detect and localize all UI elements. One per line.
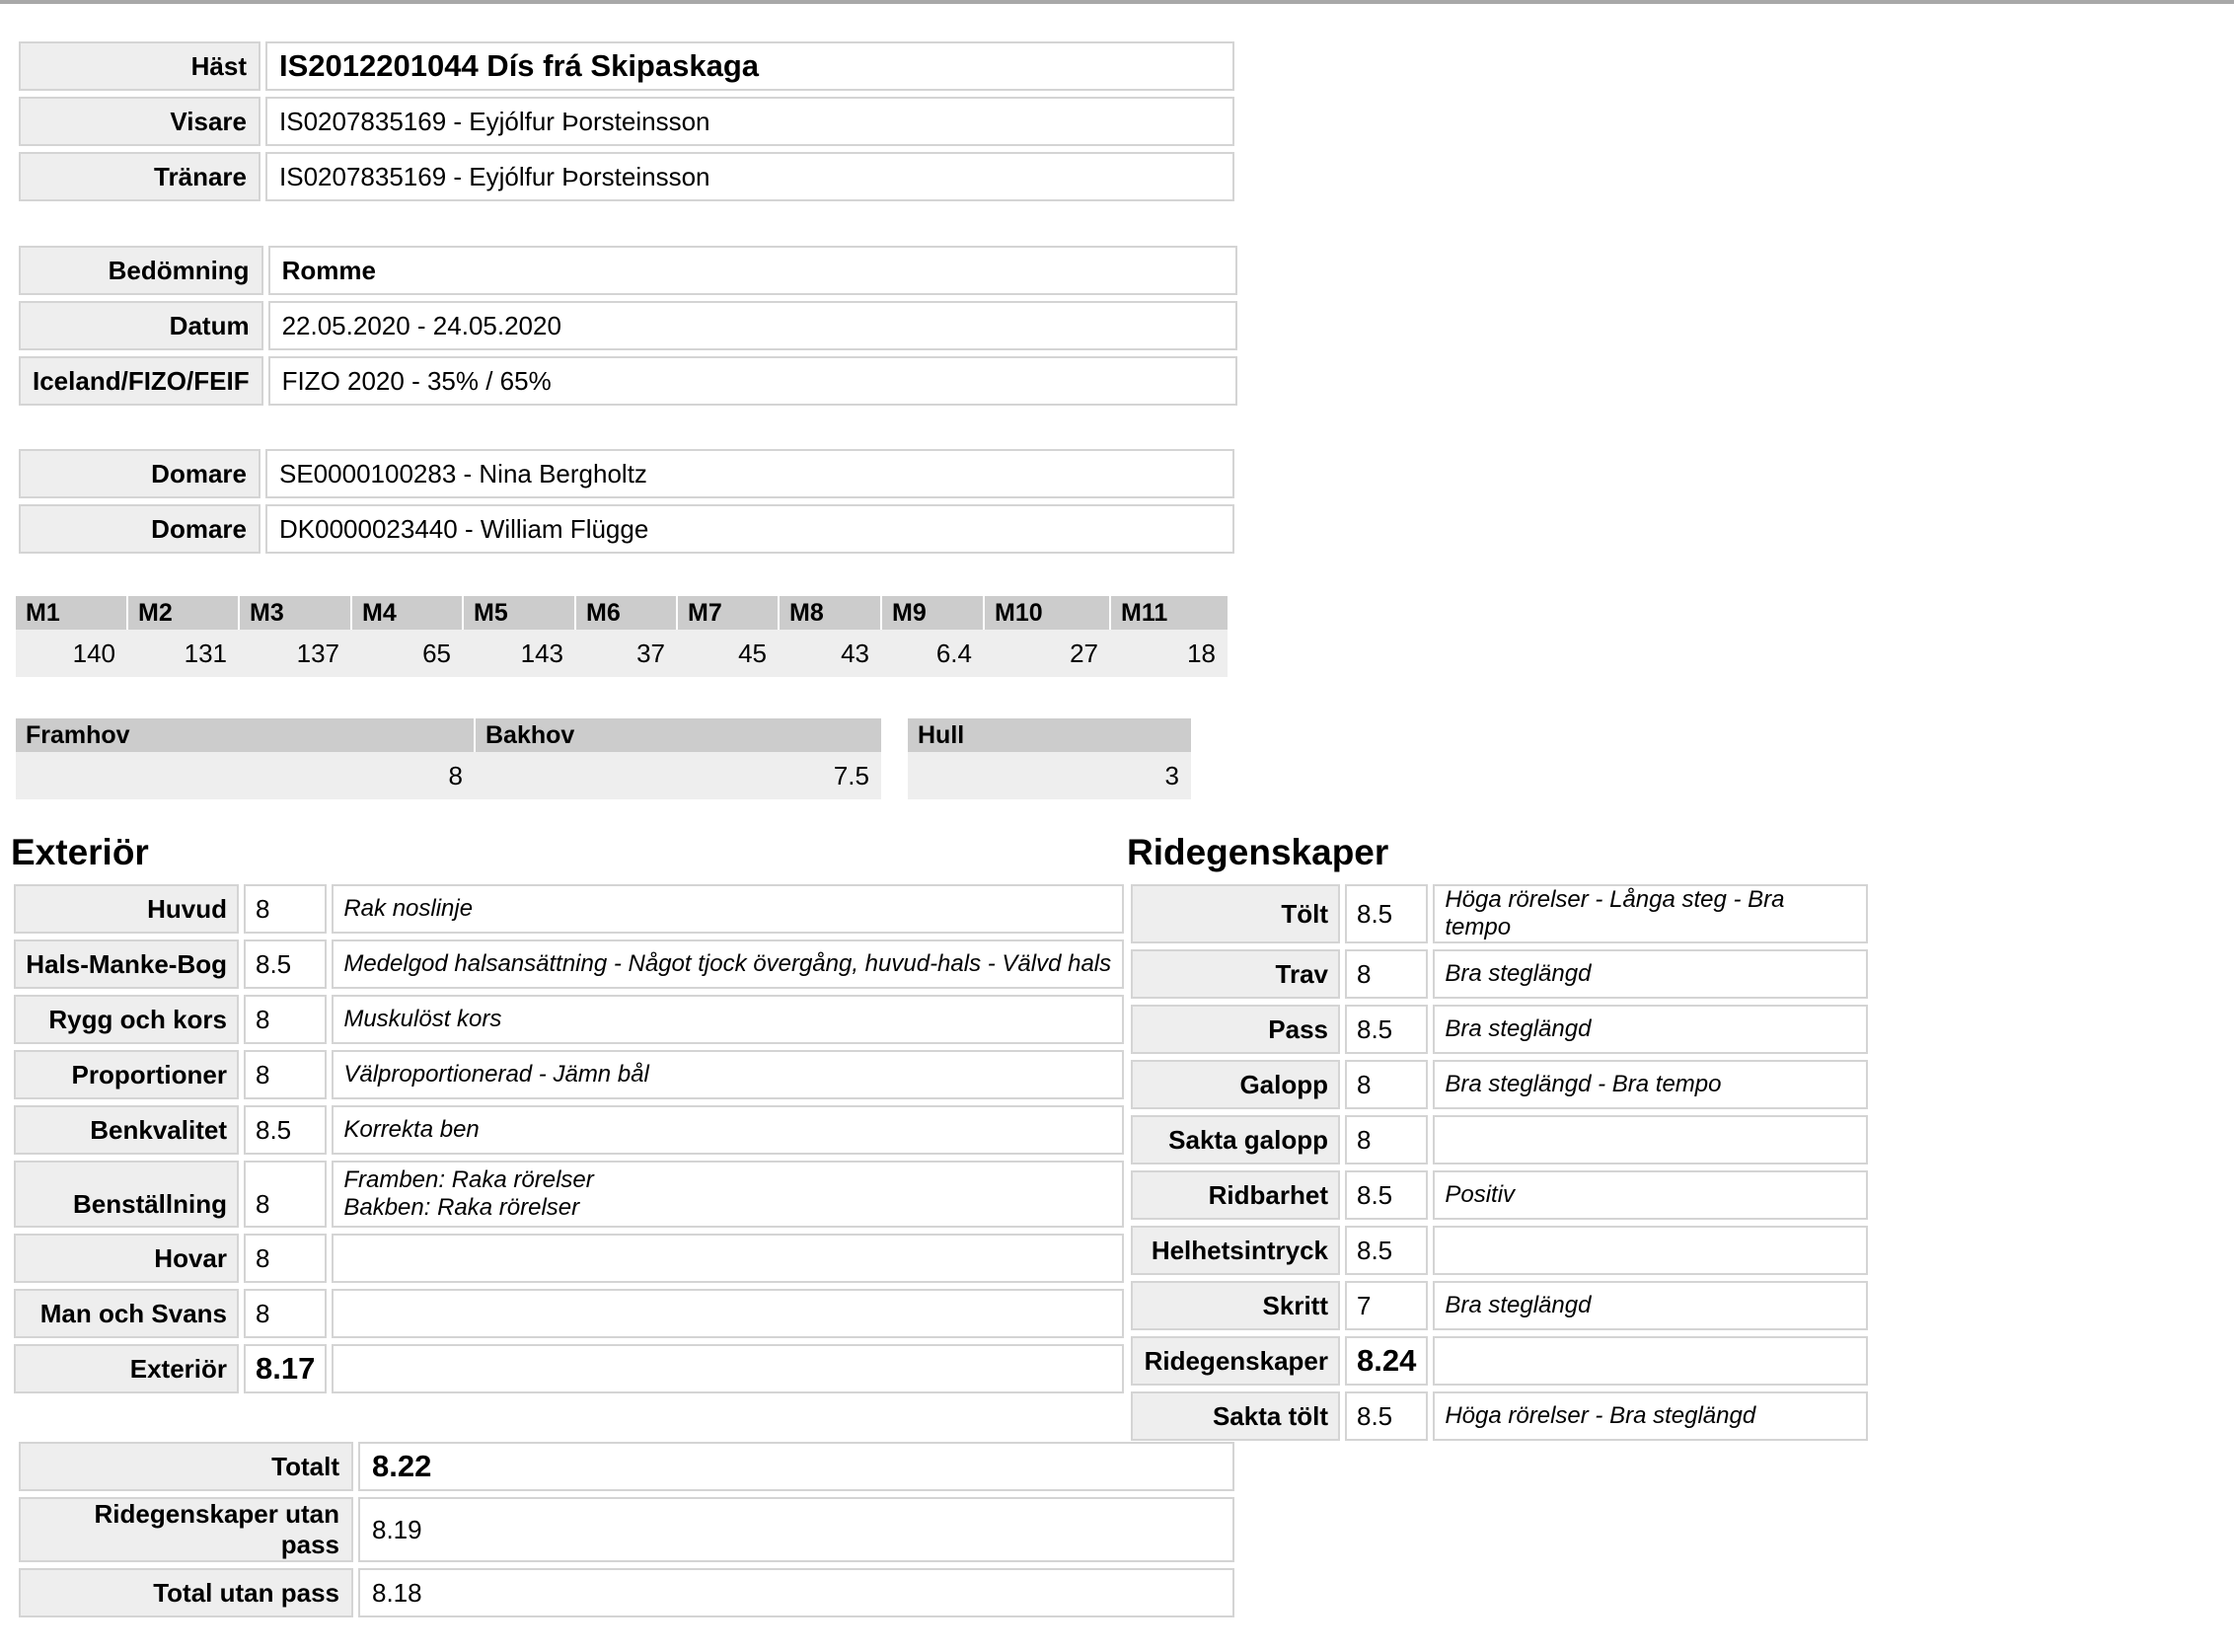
exterior-total-comment [332,1344,1124,1393]
assessment-label: Bedömning [19,246,263,295]
measurement-header: M10 [984,596,1110,630]
measurement-value: 65 [351,630,463,677]
system-row [19,356,1237,406]
exterior-row-label: Hovar [14,1234,239,1283]
measurement-header: M5 [463,596,575,630]
exterior-total-label: Exteriör [14,1344,239,1393]
date-label: Datum [19,301,263,350]
judges-table [14,449,1239,554]
measurement-header: M6 [575,596,677,630]
judge-row [19,504,1234,554]
riding-without-pace-label: Ridegenskaper utan pass [19,1497,353,1562]
riding-row [1131,884,1868,943]
riding-row [1131,1005,1868,1054]
exterior-row-label: Benkvalitet [14,1105,239,1155]
riding-row-score: 8 [1345,1060,1428,1109]
total-value: 8.22 [358,1442,1234,1491]
riding-row [1131,1115,1868,1164]
total-without-pace-row [19,1568,1234,1617]
measurement-header: M9 [881,596,984,630]
exterior-row-label: Rygg och kors [14,995,239,1044]
exterior-row-label: Huvud [14,884,239,934]
judge-label: Domare [19,449,261,498]
measurement-header: M1 [16,596,127,630]
riding-row-comment: Bra steglängd - Bra tempo [1433,1060,1868,1109]
measurement-value: 27 [984,630,1110,677]
assessment-info-table [14,246,1242,406]
riding-total-comment [1433,1336,1868,1386]
judge-value: DK0000023440 - William Flügge [265,504,1234,554]
hind-hoof-header: Bakhov [475,718,881,752]
measurements-table [16,596,1228,677]
total-without-pace-value: 8.18 [358,1568,1234,1617]
riding-row-label: Ridbarhet [1131,1170,1340,1220]
total-without-pace-label: Total utan pass [19,1568,353,1617]
riding-row [1131,1060,1868,1109]
exterior-row [14,884,1124,934]
hull-header: Hull [908,718,1191,752]
riding-row-label: Sakta galopp [1131,1115,1340,1164]
measurement-value: 137 [239,630,351,677]
exterior-row-comment [332,1289,1124,1338]
exterior-row-label: Hals-Manke-Bog [14,939,239,989]
rider-value: IS0207835169 - Eyjólfur Þorsteinsson [265,97,1234,146]
exterior-total-row [14,1344,1124,1393]
riding-row [1131,1281,1868,1330]
riding-row-score: 8 [1345,1115,1428,1164]
exterior-title: Exteriör [11,832,149,872]
exterior-row-score: 8 [244,1234,327,1283]
measurement-value: 37 [575,630,677,677]
exterior-row-score: 8.5 [244,939,327,989]
exterior-row [14,1105,1124,1155]
system-value: FIZO 2020 - 35% / 65% [268,356,1237,406]
exterior-row-comment: Medelgod halsansättning - Något tjock övergång, huvud-hals - Välvd hals [332,939,1124,989]
date-row [19,301,1237,350]
measurement-value: 6.4 [881,630,984,677]
riding-row-comment: Bra steglängd [1433,1005,1868,1054]
riding-total-label: Ridegenskaper [1131,1336,1340,1386]
hull-value: 3 [908,752,1191,799]
riding-without-pace-row [19,1497,1234,1562]
exterior-row-score: 8 [244,1050,327,1099]
exterior-row-score: 8 [244,1161,327,1228]
exterior-row-comment: Korrekta ben [332,1105,1124,1155]
riding-row-score: 8.5 [1345,1391,1428,1441]
measurement-value: 43 [779,630,881,677]
horse-label: Häst [19,41,261,91]
riding-row-score: 8.5 [1345,1005,1428,1054]
riding-row-comment [1433,1115,1868,1164]
exterior-row-comment [332,1161,1124,1228]
riding-table [1126,884,1873,1441]
riding-row-score: 7 [1345,1281,1428,1330]
riding-row [1131,1226,1868,1275]
system-label: Iceland/FIZO/FEIF [19,356,263,406]
riding-row [1131,1391,1868,1441]
measurement-header: M2 [127,596,239,630]
exterior-row [14,939,1124,989]
exterior-row-label: Benställning [14,1161,239,1228]
riding-row-label: Tölt [1131,884,1340,943]
exterior-row [14,1161,1124,1228]
exterior-total-score: 8.17 [244,1344,327,1393]
riding-row-score: 8 [1345,949,1428,999]
riding-without-pace-value: 8.19 [358,1497,1234,1562]
exterior-table [9,884,1129,1393]
measurement-value: 45 [677,630,779,677]
riding-row-comment: Höga rörelser - Bra steglängd [1433,1391,1868,1441]
total-label: Totalt [19,1442,353,1491]
riding-row-label: Sakta tölt [1131,1391,1340,1441]
exterior-row [14,995,1124,1044]
judge-label: Domare [19,504,261,554]
judge-row [19,449,1234,498]
hooves-header-row [16,718,881,752]
measurement-value: 18 [1110,630,1228,677]
trainer-label: Tränare [19,152,261,201]
measurement-header: M8 [779,596,881,630]
trainer-row [19,152,1234,201]
measurements-value-row [16,630,1228,677]
hooves-value-row [16,752,881,799]
total-row [19,1442,1234,1491]
measurements-header-row [16,596,1228,630]
comment-line: Framben: Raka rörelser [343,1166,594,1193]
riding-row-score: 8.5 [1345,884,1428,943]
exterior-row [14,1050,1124,1099]
measurement-header: M11 [1110,596,1228,630]
exterior-row [14,1234,1124,1283]
riding-row-label: Skritt [1131,1281,1340,1330]
riding-title: Ridegenskaper [1127,832,1389,872]
exterior-row-comment [332,1234,1124,1283]
measurement-header: M3 [239,596,351,630]
comment-line: Bakben: Raka rörelser [343,1194,580,1221]
riding-row-score: 8.5 [1345,1226,1428,1275]
exterior-row [14,1289,1124,1338]
exterior-row-comment: Rak noslinje [332,884,1124,934]
hind-hoof-value: 7.5 [475,752,881,799]
horse-info-table [14,41,1239,201]
riding-row-score: 8.5 [1345,1170,1428,1220]
riding-row-comment: Bra steglängd [1433,1281,1868,1330]
riding-row-label: Helhetsintryck [1131,1226,1340,1275]
measurement-header: M7 [677,596,779,630]
exterior-row-score: 8 [244,1289,327,1338]
riding-row-comment: Positiv [1433,1170,1868,1220]
measurement-value: 140 [16,630,127,677]
riding-row-label: Galopp [1131,1060,1340,1109]
exterior-row-score: 8 [244,884,327,934]
totals-table [14,1442,1239,1617]
rider-row [19,97,1234,146]
riding-row-comment [1433,1226,1868,1275]
horse-row [19,41,1234,91]
riding-total-score: 8.24 [1345,1336,1428,1386]
riding-row [1131,949,1868,999]
measurement-header: M4 [351,596,463,630]
assessment-row [19,246,1237,295]
riding-row-label: Pass [1131,1005,1340,1054]
trainer-value: IS0207835169 - Eyjólfur Þorsteinsson [265,152,1234,201]
judge-value: SE0000100283 - Nina Bergholtz [265,449,1234,498]
assessment-value: Romme [268,246,1237,295]
riding-row-comment: Bra steglängd [1433,949,1868,999]
exterior-row-label: Man och Svans [14,1289,239,1338]
front-hoof-value: 8 [16,752,475,799]
rider-label: Visare [19,97,261,146]
horse-value: IS2012201044 Dís frá Skipaskaga [265,41,1234,91]
measurement-value: 131 [127,630,239,677]
hull-value-row [908,752,1191,799]
exterior-row-score: 8 [244,995,327,1044]
exterior-row-label: Proportioner [14,1050,239,1099]
measurement-value: 143 [463,630,575,677]
exterior-row-comment: Muskulöst kors [332,995,1124,1044]
front-hoof-header: Framhov [16,718,475,752]
riding-total-row [1131,1336,1868,1386]
riding-row-comment: Höga rörelser - Långa steg - Bra tempo [1433,884,1868,943]
hull-header-row [908,718,1191,752]
date-value: 22.05.2020 - 24.05.2020 [268,301,1237,350]
exterior-row-score: 8.5 [244,1105,327,1155]
top-divider [0,0,2234,4]
hull-table [908,718,1191,799]
hooves-table [16,718,881,799]
riding-row [1131,1170,1868,1220]
riding-row-label: Trav [1131,949,1340,999]
exterior-row-comment: Välproportionerad - Jämn bål [332,1050,1124,1099]
